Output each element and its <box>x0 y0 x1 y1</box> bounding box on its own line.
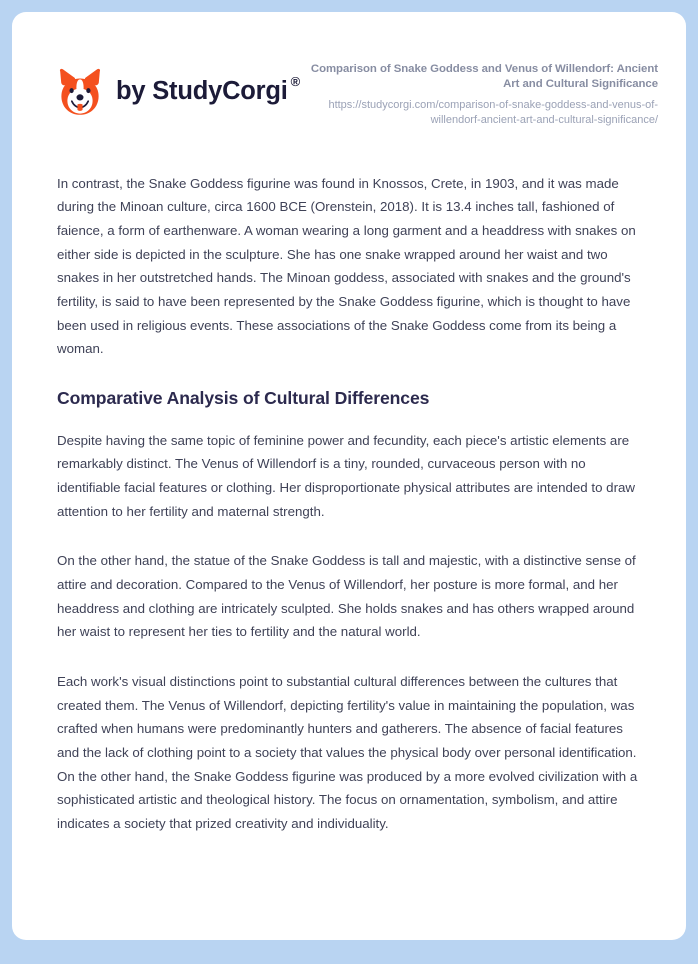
document-meta <box>308 60 658 128</box>
document-header <box>12 12 686 128</box>
paragraph: In contrast, the Snake Goddess figurine was found in Knossos, Crete, in 1903, and it was made during the Minoan culture, circa 1600 BCE (Orenstein, 2018). It is 13.4 inches tall, fashioned of faience, a form of earthenware. A woman wearing a long garment and a headdress with snakes on either side is depicted in the sculpture. She has one snake wrapped around her waist and two snakes in her outstretched hands. The Minoan goddess, associated with snakes and the ground's fertility, is said to have been represented by the Snake Goddess figurine, which is thought to have been used in religious events. These associations of the Snake Goddess come from its being a woman. <box>57 175 636 357</box>
paragraph: Each work's visual distinctions point to substantial cultural differences between the cultures that created them. The Venus of Willendorf, depicting fertility's value in maintaining the population, was crafted when humans were predominantly hunters and gatherers. The absence of facial features and the lack of clothing point to a society that values the physical body over personal identification. On the other hand, the Snake Goddess figurine was produced by a more evolved civilization with a sophisticated artistic and theological history. The focus on ornamentation, symbolism, and attire indicates a society that prized creativity and individuality. <box>57 674 638 831</box>
document-source-url[interactable]: https://studycorgi.com/comparison-of-snake-goddess-and-venus-of-willendorf-ancient-art-and-cultural-significance/ <box>328 99 658 126</box>
brand-wordmark <box>116 74 301 106</box>
document-title: Comparison of Snake Goddess and Venus of Willendorf: Ancient Art and Cultural Significance <box>310 63 658 91</box>
corgi-head-icon <box>57 68 103 116</box>
studycorgi-brand[interactable] <box>57 60 301 116</box>
document-body <box>12 172 686 836</box>
paragraph: On the other hand, the statue of the Snake Goddess is tall and majestic, with a distinctive sense of attire and decoration. Compared to the Venus of Willendorf, her posture is more formal, and her headdress and clothing are intricately sculpted. She holds snakes and has others wrapped around her waist to represent her ties to fertility and the natural world. <box>57 553 636 640</box>
brand-wordmark-text: by StudyCorgi <box>116 77 288 106</box>
paragraph: Despite having the same topic of feminine power and fecundity, each piece's artistic elements are remarkably distinct. The Venus of Willendorf is a tiny, rounded, curvaceous person with no identifiable facial features or clothing. Her disproportionate physical attributes are intended to draw attention to her fertility and maternal strength. <box>57 432 636 519</box>
section-heading: Comparative Analysis of Cultural Differences <box>57 388 430 409</box>
document-page-card <box>12 12 686 940</box>
registered-trademark-icon: ® <box>290 74 301 90</box>
